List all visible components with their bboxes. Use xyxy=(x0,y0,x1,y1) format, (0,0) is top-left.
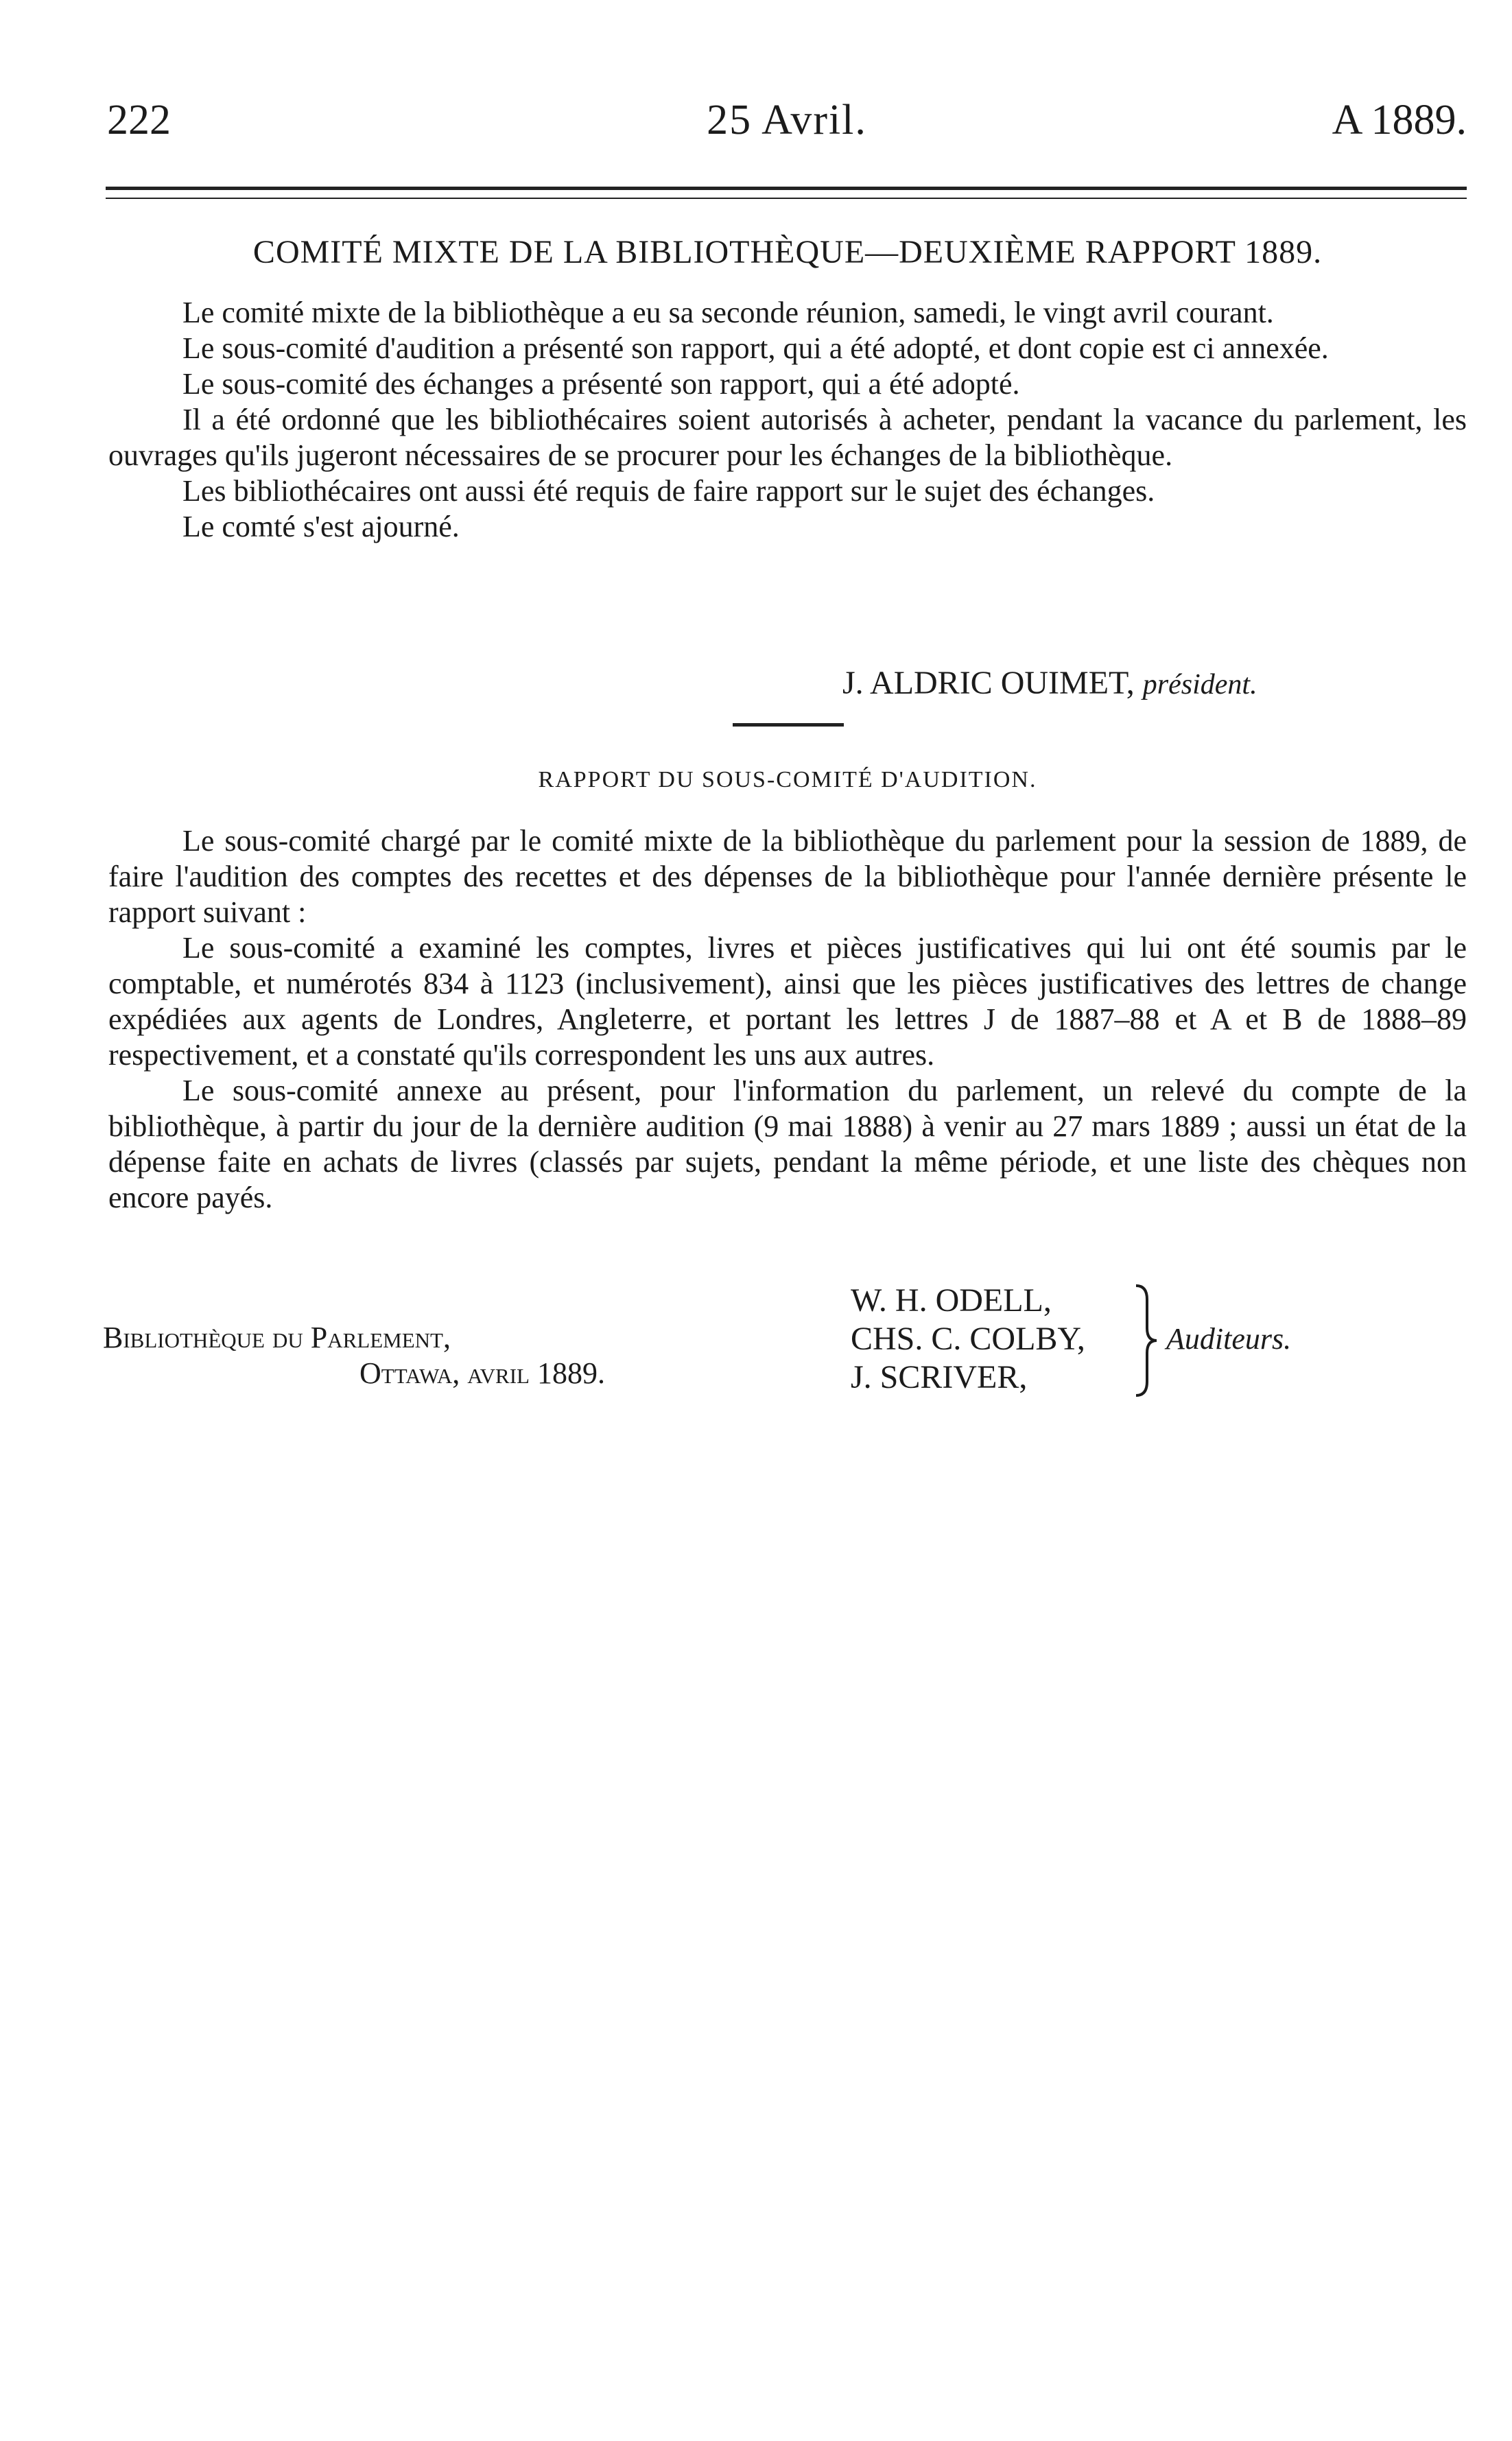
auditors-label: Auditeurs. xyxy=(1166,1322,1292,1356)
signature-title: président. xyxy=(1142,669,1257,700)
subsection-title: RAPPORT DU SOUS-COMITÉ D'AUDITION. xyxy=(538,767,1037,792)
page-number: 222 xyxy=(107,97,171,143)
place-line-2: Ottawa, avril 1889. xyxy=(359,1356,605,1390)
auditor-name: CHS. C. COLBY, xyxy=(851,1321,1085,1357)
section-divider xyxy=(733,723,844,727)
section1-body xyxy=(108,295,1467,545)
paragraph: Le sous-comité a examiné les comptes, livres et pièces justificatives qui lui ont été soumis par le comptable, et numérotés 834 à 1123 (inclusivement), ainsi que les pièces justificatives des lettres de change expédiées aux agents de Londres, Angleterre, et portant les lettres J de 1887–88 et A et B de 1888–89 respectivement, et a constaté qu'ils correspondent les uns aux autres. xyxy=(108,931,1467,1072)
right-brace-icon xyxy=(1132,1283,1159,1398)
paragraph: Il a été ordonné que les bibliothécaires soient autorisés à acheter, pendant la vacance du parlement, les ouvrages qu'ils jugeront nécessaires de se procurer pour les échanges de la bibliothèque. xyxy=(108,403,1467,472)
paragraph: Le comité mixte de la bibliothèque a eu sa seconde réunion, samedi, le vingt avril courant. xyxy=(182,296,1274,329)
section2-body xyxy=(108,823,1467,1216)
header-rule-thick xyxy=(106,187,1467,190)
paragraph: Le comté s'est ajourné. xyxy=(182,510,460,543)
auditor-name: W. H. ODELL, xyxy=(851,1282,1052,1319)
paragraph: Le sous-comité d'audition a présenté son rapport, qui a été adopté, et dont copie est ci annexée. xyxy=(182,331,1329,365)
paragraph: Le sous-comité chargé par le comité mixte de la bibliothèque du parlement pour la session de 1889, de faire l'audition des comptes des recettes et des dépenses de la bibliothèque pour l'année dernière présente le rapport suivant : xyxy=(108,824,1467,929)
auditor-name: J. SCRIVER, xyxy=(851,1359,1028,1395)
section-title: COMITÉ MIXTE DE LA BIBLIOTHÈQUE—DEUXIÈME RAPPORT 1889. xyxy=(252,234,1323,270)
header-rule-thin xyxy=(106,198,1467,199)
signature-name: J. ALDRIC OUIMET, xyxy=(842,665,1135,701)
auditor-names xyxy=(851,1282,1085,1397)
paragraph: Les bibliothécaires ont aussi été requis de faire rapport sur le sujet des échanges. xyxy=(182,474,1155,508)
president-signature xyxy=(842,664,1257,702)
paragraph: Le sous-comité annexe au présent, pour l'information du parlement, un relevé du compte de la bibliothèque, à partir du jour de la dernière audition (9 mai 1888) à venir au 27 mars 1889 ; aussi un état de la dépense faite en achats de livres (classés par sujets, pendant la même période, et une liste des chèques non encore payés. xyxy=(108,1074,1467,1214)
header-year: A 1889. xyxy=(1332,97,1467,143)
paragraph: Le sous-comité des échanges a présenté son rapport, qui a été adopté. xyxy=(182,367,1020,401)
place-line-1: Bibliothèque du Parlement, xyxy=(103,1321,451,1354)
running-head xyxy=(107,96,1467,158)
header-date: 25 Avril. xyxy=(707,97,867,143)
